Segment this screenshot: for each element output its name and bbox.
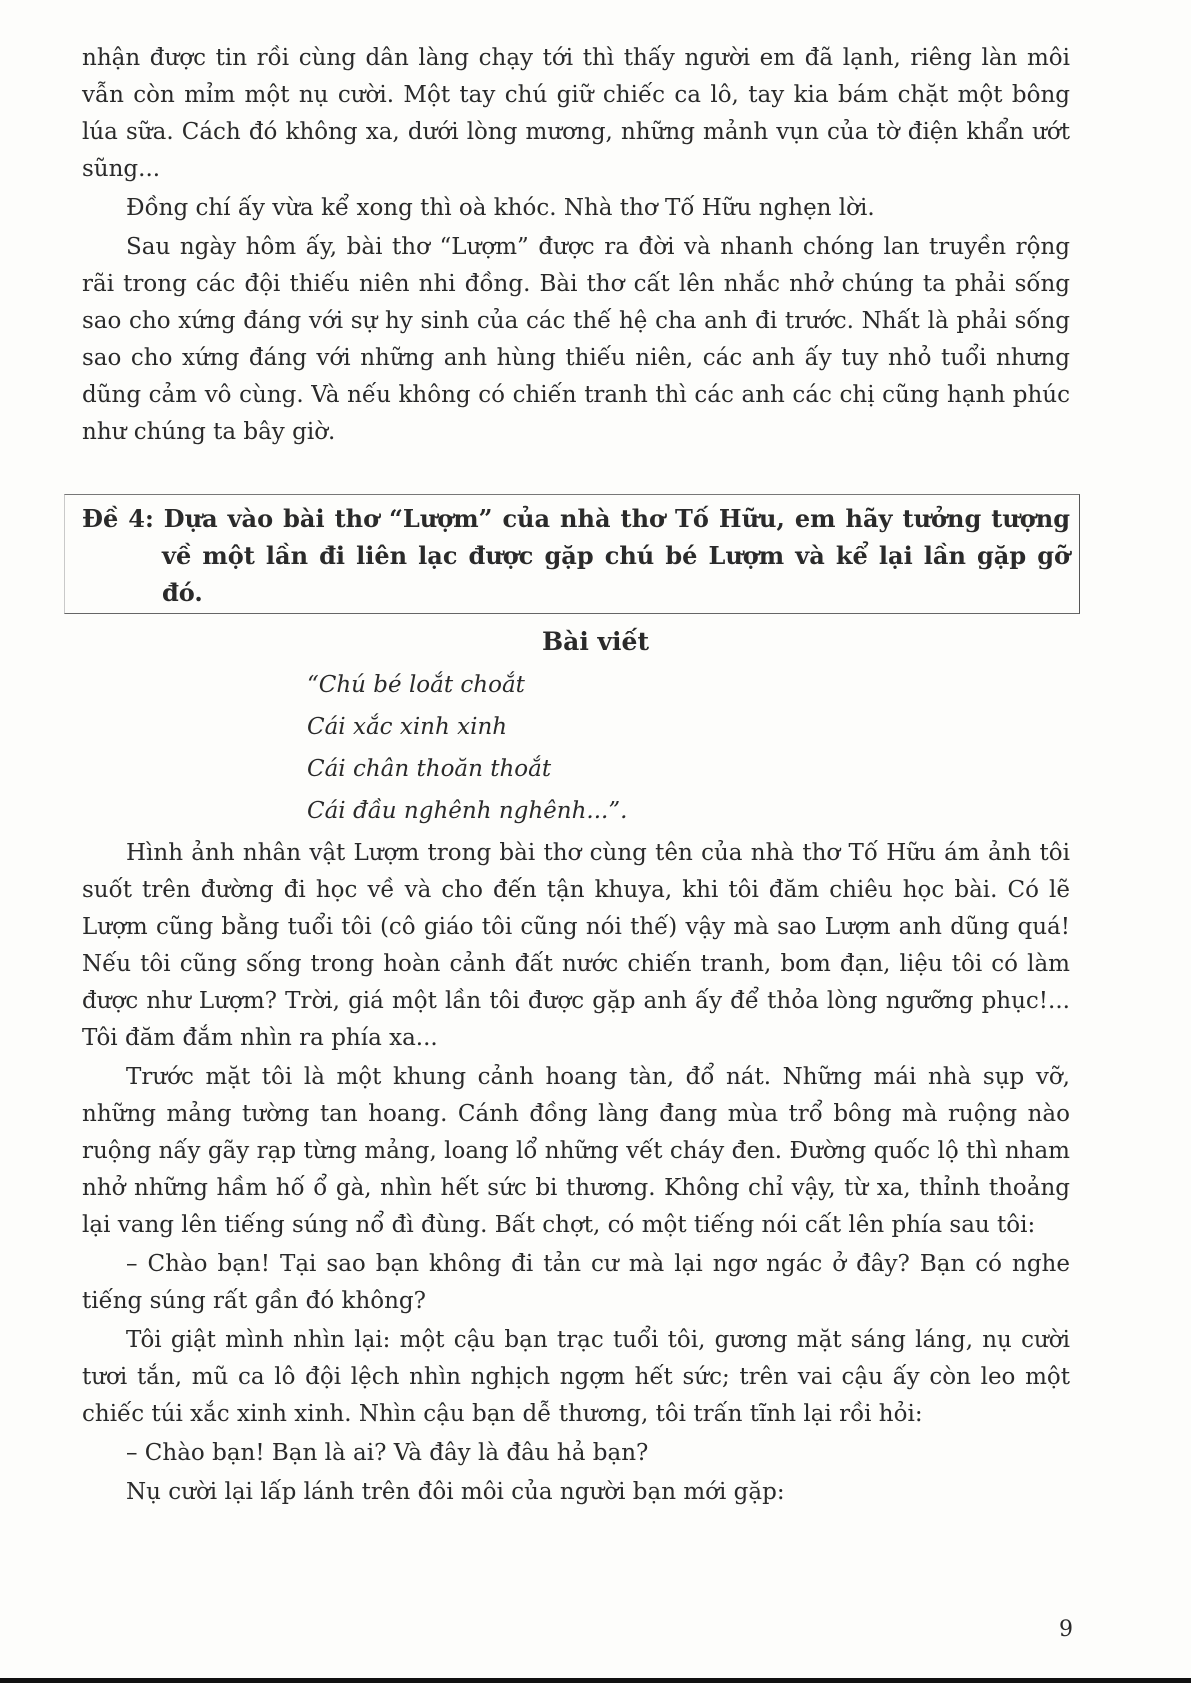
- paragraph: Đồng chí ấy vừa kể xong thì oà khóc. Nhà thơ Tố Hữu nghẹn lời.: [126, 195, 875, 221]
- bottom-edge-rule: [0, 1678, 1191, 1683]
- poem-line: “Chú bé loắt choắt: [307, 672, 525, 698]
- bottom-text-block: [82, 835, 1070, 1511]
- paragraph: Tôi giật mình nhìn lại: một cậu bạn trạc tuổi tôi, gương mặt sáng láng, nụ cười tươi tắn, mũ ca lô đội lệch nhìn nghịch ngợm hết sức; trên vai cậu ấy còn leo một chiếc túi xắc xinh xinh. Nhìn cậu bạn dễ thương, tôi trấn tĩnh lại rồi hỏi:: [82, 1327, 1070, 1427]
- poem-line: Cái đầu nghênh nghênh...”.: [307, 798, 628, 824]
- paragraph: Sau ngày hôm ấy, bài thơ “Lượm” được ra đời và nhanh chóng lan truyền rộng rãi trong các đội thiếu niên nhi đồng. Bài thơ cất lên nhắc nhở chúng ta phải sống sao cho xứng đáng với sự hy sinh của các thế hệ cha anh đi trước. Nhất là phải sống sao cho xứng đáng với những anh hùng thiếu niên, các anh ấy tuy nhỏ tuổi nhưng dũng cảm vô cùng. Và nếu không có chiến tranh thì các anh các chị cũng hạnh phúc như chúng ta bây giờ.: [82, 234, 1070, 445]
- paragraph: Nụ cười lại lấp lánh trên đôi môi của người bạn mới gặp:: [126, 1479, 785, 1505]
- poem-excerpt: [307, 664, 627, 832]
- paragraph: Hình ảnh nhân vật Lượm trong bài thơ cùng tên của nhà thơ Tố Hữu ám ảnh tôi suốt trên đường đi học về và cho đến tận khuya, khi tôi đăm chiêu học bài. Có lẽ Lượm cũng bằng tuổi tôi (cô giáo tôi cũng nói thế) vậy mà sao Lượm anh dũng quá! Nếu tôi cũng sống trong hoàn cảnh đất nước chiến tranh, bom đạn, liệu tôi có làm được như Lượm? Trời, giá một lần tôi được gặp anh ấy để thỏa lòng ngưỡng phục!... Tôi đăm đắm nhìn ra phía xa...: [82, 840, 1070, 1051]
- task-prompt: Đề 4: Dựa vào bài thơ “Lượm” của nhà thơ Tố Hữu, em hãy tưởng tượng về một lần đi liên lạc được gặp chú bé Lượm và kể lại lần gặp gỡ đó.: [82, 504, 1070, 607]
- poem-line: Cái chân thoăn thoắt: [307, 756, 552, 782]
- page-number: 9: [1059, 1617, 1073, 1642]
- paragraph: – Chào bạn! Bạn là ai? Và đây là đâu hả bạn?: [126, 1440, 649, 1466]
- top-text-block: [82, 40, 1070, 451]
- paragraph: – Chào bạn! Tại sao bạn không đi tản cư mà lại ngơ ngác ở đây? Bạn có nghe tiếng súng rất gần đó không?: [82, 1251, 1070, 1314]
- paragraph: Trước mặt tôi là một khung cảnh hoang tàn, đổ nát. Những mái nhà sụp vỡ, những mảng tường tan hoang. Cánh đồng làng đang mùa trổ bông mà ruộng nào ruộng nấy gãy rạp từng mảng, loang lổ những vết cháy đen. Đường quốc lộ thì nham nhở những hầm hố ổ gà, nhìn hết sức bi thương. Không chỉ vậy, từ xa, thỉnh thoảng lại vang lên tiếng súng nổ đì đùng. Bất chợt, có một tiếng nói cất lên phía sau tôi:: [82, 1064, 1070, 1238]
- paragraph: nhận được tin rồi cùng dân làng chạy tới thì thấy người em đã lạnh, riêng làn môi vẫn còn mỉm một nụ cười. Một tay chú giữ chiếc ca lô, tay kia bám chặt một bông lúa sữa. Cách đó không xa, dưới lòng mương, những mảnh vụn của tờ điện khẩn ướt sũng...: [82, 45, 1070, 182]
- article-title: Bài viết: [541, 627, 649, 656]
- poem-line: Cái xắc xinh xinh: [307, 714, 508, 740]
